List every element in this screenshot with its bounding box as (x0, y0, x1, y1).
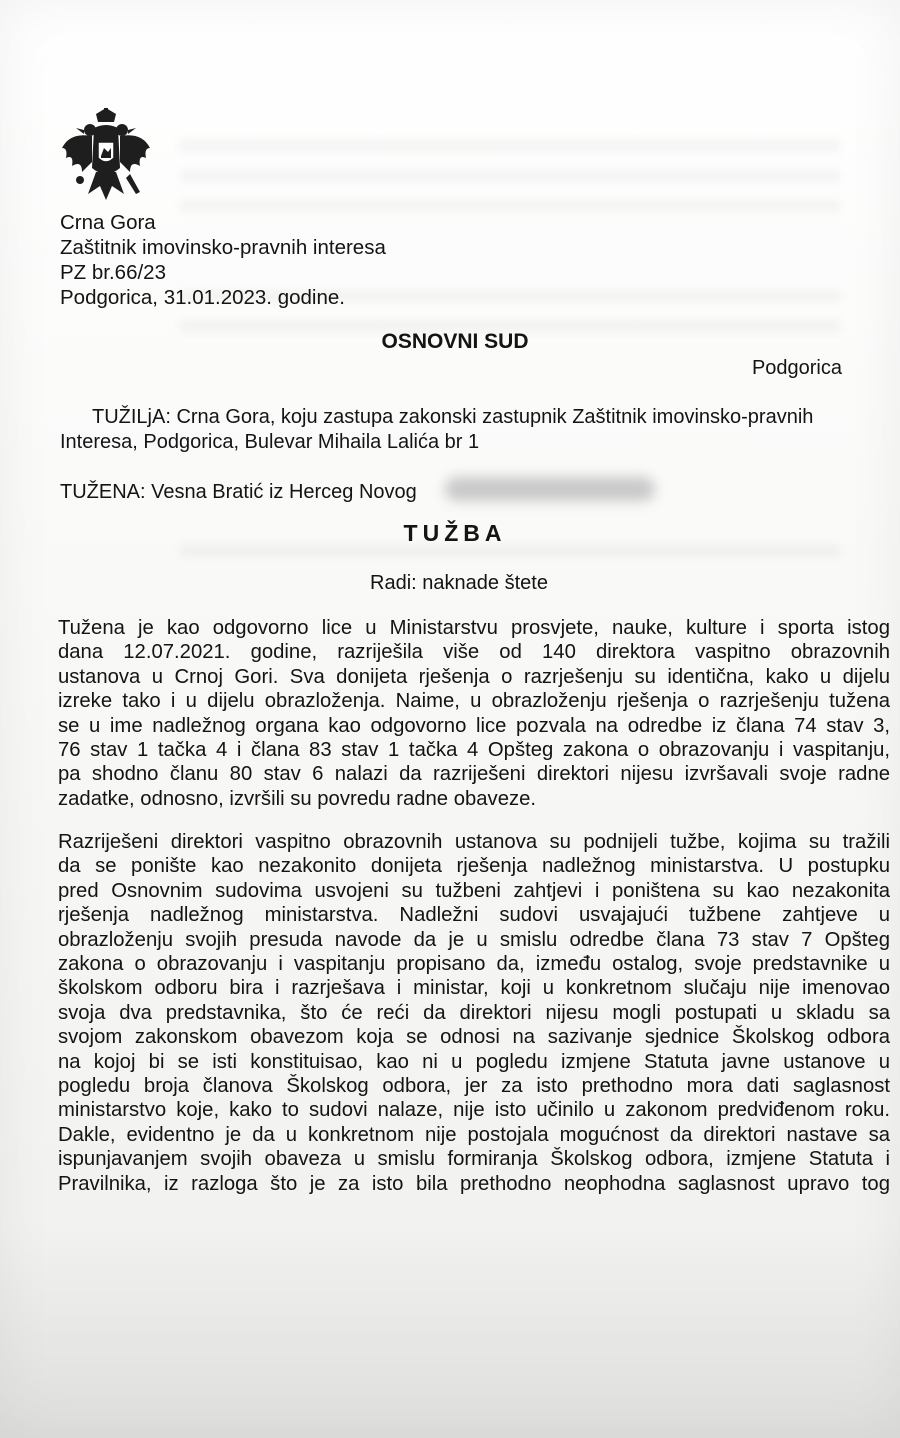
sender-country: Crna Gora (60, 211, 156, 234)
text-line: svoja dva predstavnika, što će reći da direktori nijesu mogli postupati u skladu sa (58, 1001, 890, 1024)
text-line: pogledu broja članova Školskog odbora, jer za isto prethodno mora dati saglasnost (58, 1075, 890, 1098)
text-line: se u ime nadležnog organa kao odgovorno lice pozvala na odredbe iz člana 74 stav 3, (58, 714, 890, 737)
body-paragraph-1 (58, 616, 890, 811)
court-city: Podgorica (751, 357, 842, 379)
plaintiff-line: TUŽILjA: Crna Gora, koju zastupa zakonski zastupnik Zaštitnik imovinsko-pravnih (92, 406, 814, 428)
body-paragraph-2 (58, 830, 890, 1196)
text-line: školskom odboru bira i razrješava i ministar, koji u konkretnom slučaju nije imenovao (58, 977, 890, 1000)
text-line: Pravilnika, iz razloga što je za isto bila prethodno neophodna saglasnost upravo tog (58, 1172, 890, 1195)
text-line: dana 12.07.2021. godine, razriješila više od 140 direktora vaspitno obrazovnih (58, 641, 890, 664)
case-number: PZ br.66/23 (60, 261, 166, 284)
text-line: zadatke, odnosno, izvršili su povredu radne obaveze. (58, 787, 537, 810)
sender-institution: Zaštitnik imovinsko-pravnih interesa (60, 236, 386, 259)
plaintiff-block (60, 405, 813, 455)
text-line: na kojoj bi se isti konstituisao, kao ni u pogledu izmjene Statuta javne ustanove u (58, 1050, 890, 1073)
place-and-date: Podgorica, 31.01.2023. godine. (60, 286, 345, 309)
text-line: Tužena je kao odgovorno lice u Ministarstvu prosvjete, nauke, kulture i sporta istog (58, 617, 890, 639)
bleed-through-text (180, 170, 840, 182)
document-subject: Radi: naknade štete (370, 572, 548, 594)
redacted-address (445, 477, 655, 501)
text-line: izreke tako i u dijelu obrazloženja. Naime, u obrazloženju rješenja o razrješenju tužena (58, 690, 890, 713)
text-line: da se ponište kao nezakonito donijeta rješenja nadležnog ministarstva. U postupku (58, 855, 890, 878)
text-line: pa shodno članu 80 stav 6 nalazi da razriješeni direktori nijesu izvršavali svoje radne (58, 763, 890, 786)
text-line: ispunjavanjem svojih obaveza u smislu formiranja Školskog odbora, izmjene Statuta i (58, 1148, 890, 1171)
defendant-line: TUŽENA: Vesna Bratić iz Herceg Novog (60, 481, 417, 503)
sender-block (60, 210, 386, 310)
text-line: 76 stav 1 tačka 4 i člana 83 stav 1 tačka 4 Opšteg zakona o obrazovanju i vaspitanju, (58, 739, 890, 762)
plaintiff-line: Interesa, Podgorica, Bulevar Mihaila Lalića br 1 (60, 431, 480, 453)
text-line: svojom zakonskom obavezom koja se odnosi na sazivanje sjednice Školskog odbora (58, 1026, 890, 1049)
text-line: Dakle, evidentno je da u konkretnom nije postojala mogućnost da direktori nastave sa (58, 1123, 890, 1146)
defendant-block (60, 480, 417, 505)
page-shadow (0, 1228, 900, 1438)
text-line: Razriješeni direktori vaspitno obrazovnih ustanova su podnijeli tužbe, kojima su tražili (58, 831, 890, 853)
text-line: obrazloženju svojih presuda navode da je u smislu odredbe člana 73 stav 7 Opšteg (58, 928, 890, 951)
coat-of-arms-icon (60, 108, 152, 210)
text-line: ministarstvo koje, kako to sudovi nalaze, nije isto učinilo u zakonom predviđenom roku. (58, 1099, 890, 1122)
document-title: TUŽBA (403, 520, 507, 546)
text-line: rješenja nadležnog ministarstva. Nadležni sudovi usvajajući tužbene zahtjeve u (58, 904, 890, 927)
text-line: ustanova u Crnoj Gori. Sva donijeta rješenja o razrješenju su identična, kako u dijelu (58, 665, 890, 688)
bleed-through-text (180, 140, 840, 152)
court-name: OSNOVNI SUD (381, 330, 529, 353)
text-line: pred Osnovnim sudovima usvojeni su tužbeni zahtjevi i poništena su kao nezakonita (58, 879, 890, 902)
text-line: zakona o obrazovanju i vaspitanju propisano da, između ostalog, svoje predstavnike u (58, 953, 890, 976)
